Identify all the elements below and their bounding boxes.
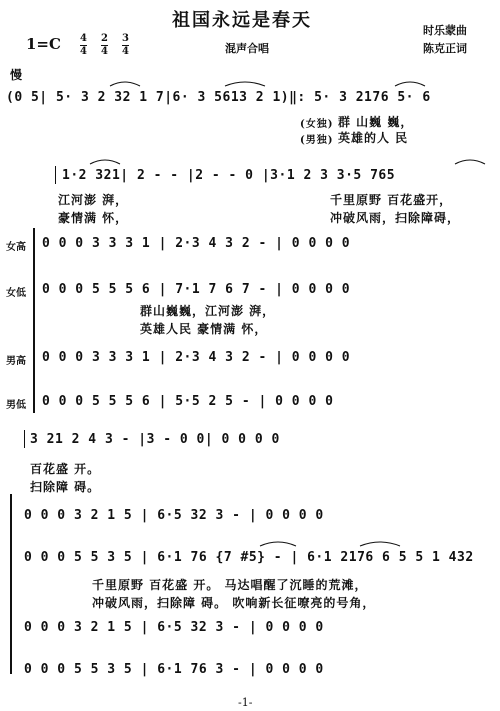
verse-lyric-2b: 冲破风雨，扫除障碍， [330,211,461,225]
melody-lyric-4b: 扫除障 碍。 [30,480,101,494]
key-signature: 1=C [26,35,61,53]
alto-line-2: 0 0 0 5 5 3 5 | 6·1 76 {7 #5} - | 6·1 2176 6 5 5 1 432 [24,550,474,565]
female-solo-label: (女独) [300,119,334,130]
bass-line-2: 0 0 0 5 5 3 5 | 6·1 76 3 - | 0 0 0 0 [24,662,324,677]
part-label-bass: 男低 [6,400,26,411]
song-title: 祖国永远是春天 [172,10,312,31]
alto-lyric-1: 群山巍巍，江河澎 湃， [140,304,276,318]
soprano-line-2: 0 0 0 3 2 1 5 | 6·5 32 3 - | 0 0 0 0 [24,508,324,523]
verse-lyric-2a: 豪情满 怀， [58,211,129,225]
page-number: -1- [238,696,253,709]
tenor-line-1: 0 0 0 3 3 3 1 | 2·3 4 3 2 - | 0 0 0 0 [42,350,351,365]
intro-melody-line: (0 5| 5· 3 2 32 1 7|6· 3 5613 2 1)‖: 5· 3 2176 5· 6 [6,90,431,105]
meter-4-4: $\frac{4}{4}$ [80,33,87,57]
male-solo-lyric: 英雄的人 民 [338,131,409,145]
composer-credit: 时乐蒙曲 [423,24,467,37]
soprano-line-1: 0 0 0 3 3 3 1 | 2·3 4 3 2 - | 0 0 0 0 [42,236,351,251]
tenor-line-2: 0 0 0 3 2 1 5 | 6·5 32 3 - | 0 0 0 0 [24,620,324,635]
female-solo-lyric: 群 山巍 巍， [338,115,414,129]
melody-lyric-4a: 百花盛 开。 [30,462,101,476]
bass-line-1: 0 0 0 5 5 5 6 | 5·5 2 5 - | 0 0 0 0 [42,394,334,409]
arrangement-subtitle: 混声合唱 [225,42,269,55]
part-label-alto: 女低 [6,288,26,299]
meter-2-4: $\frac{2}{4}$ [101,33,108,57]
alto-lyric-3: 千里原野 百花盛 开。 马达唱醒了沉睡的荒滩， [92,578,368,592]
verse-lyric-1a: 江河澎 湃， [58,193,129,207]
verse-melody-line: 1·2 321| 2 - - |2 - - 0 |3·1 2 3 3·5 765 [62,168,396,183]
meter-3-4: $\frac{3}{4}$ [122,33,129,57]
verse-lyric-1b: 千里原野 百花盛开， [330,193,453,207]
alto-line-1: 0 0 0 5 5 5 6 | 7·1 7 6 7 - | 0 0 0 0 [42,282,351,297]
male-solo-label: (男独) [300,135,334,146]
lyricist-credit: 陈克正词 [423,42,467,55]
part-label-soprano: 女高 [6,242,26,253]
alto-lyric-2: 英雄人民 豪情满 怀， [140,322,268,336]
alto-lyric-4: 冲破风雨，扫除障 碍。 吹响新长征嘹亮的号角， [92,596,376,610]
part-label-tenor: 男高 [6,356,26,367]
melody-line-4: 3 21 2 4 3 - |3 - 0 0| 0 0 0 0 [30,432,280,447]
tempo-marking: 慢 [10,68,23,82]
